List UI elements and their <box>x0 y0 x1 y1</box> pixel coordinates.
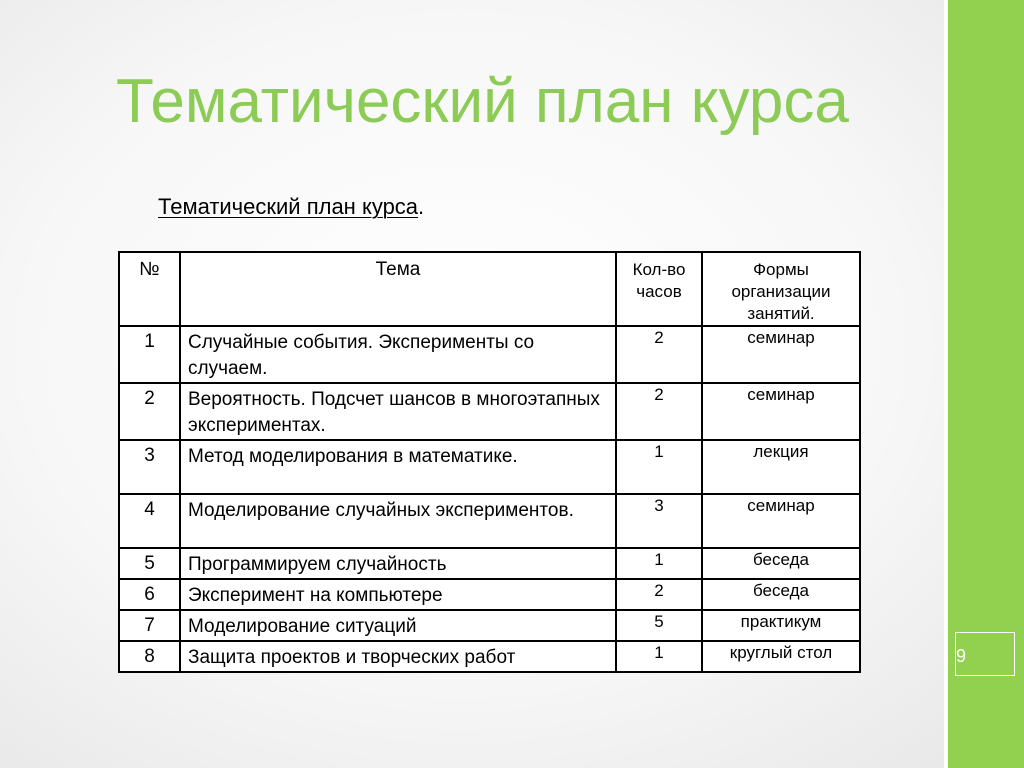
row-hours-cell <box>616 579 702 610</box>
row-number: 6 <box>144 584 155 605</box>
row-topic: Программируем случайность <box>188 554 447 575</box>
row-hours-cell <box>616 326 702 383</box>
table-row <box>119 326 860 383</box>
row-hours-cell <box>616 383 702 440</box>
row-hours: 2 <box>654 385 664 404</box>
row-form-cell <box>702 383 860 440</box>
row-number: 2 <box>144 388 155 409</box>
header-topic-text: Тема <box>375 259 421 280</box>
header-form-text: Формы организации занятий. <box>731 260 831 323</box>
table-row <box>119 494 860 548</box>
row-number-cell <box>119 326 180 383</box>
row-hours: 2 <box>654 581 664 600</box>
table-caption-text: Тематический план курса <box>158 194 419 219</box>
row-hours-cell <box>616 610 702 641</box>
row-number-cell <box>119 610 180 641</box>
row-form: круглый стол <box>729 643 833 662</box>
table-row <box>119 440 860 494</box>
header-number-text: № <box>139 259 160 280</box>
row-number: 3 <box>144 445 155 466</box>
row-number-cell <box>119 494 180 548</box>
row-form-cell <box>702 548 860 579</box>
row-topic-cell <box>180 579 616 610</box>
row-hours-cell <box>616 440 702 494</box>
row-form-cell <box>702 641 860 672</box>
row-topic: Защита проектов и творческих работ <box>188 647 516 668</box>
table-row <box>119 641 860 672</box>
header-hours <box>616 252 702 326</box>
row-form: беседа <box>753 581 809 600</box>
row-form-cell <box>702 326 860 383</box>
row-form: лекция <box>753 442 809 461</box>
row-hours-cell <box>616 548 702 579</box>
row-form-cell <box>702 494 860 548</box>
row-form-cell <box>702 610 860 641</box>
row-form-cell <box>702 579 860 610</box>
table-header-row <box>119 252 860 326</box>
row-topic: Эксперимент на компьютере <box>188 585 443 606</box>
row-number-cell <box>119 641 180 672</box>
row-topic-cell <box>180 610 616 641</box>
table-row <box>119 610 860 641</box>
header-topic <box>180 252 616 326</box>
row-hours: 1 <box>654 442 664 461</box>
row-form: семинар <box>747 496 815 515</box>
row-hours: 1 <box>654 643 664 662</box>
row-form: семинар <box>747 385 815 404</box>
row-topic-cell <box>180 383 616 440</box>
row-form: практикум <box>740 612 822 631</box>
row-number: 5 <box>144 553 155 574</box>
row-topic-cell <box>180 326 616 383</box>
header-form <box>702 252 860 326</box>
page-number: 9 <box>956 646 967 666</box>
row-hours: 2 <box>654 328 664 347</box>
row-form: беседа <box>753 550 809 569</box>
row-number-cell <box>119 440 180 494</box>
table-caption-period: . <box>418 194 425 219</box>
row-hours: 3 <box>654 496 664 515</box>
table-caption <box>158 194 424 220</box>
table-row <box>119 383 860 440</box>
row-topic-cell <box>180 440 616 494</box>
row-topic: Вероятность. Подсчет шансов в многоэтапных экспериментах. <box>188 389 600 436</box>
row-hours: 1 <box>654 550 664 569</box>
header-number <box>119 252 180 326</box>
row-topic: Случайные события. Эксперименты со случаем. <box>188 332 535 379</box>
table-row <box>119 548 860 579</box>
row-form: семинар <box>747 328 815 347</box>
row-topic: Моделирование случайных экспериментов. <box>188 500 574 521</box>
row-number-cell <box>119 548 180 579</box>
row-topic-cell <box>180 548 616 579</box>
row-topic: Моделирование ситуаций <box>188 616 417 637</box>
row-topic-cell <box>180 641 616 672</box>
row-number: 4 <box>144 499 155 520</box>
table-row <box>119 579 860 610</box>
row-number: 7 <box>144 615 155 636</box>
row-number-cell <box>119 579 180 610</box>
row-form-cell <box>702 440 860 494</box>
course-plan-table <box>118 251 861 673</box>
row-hours-cell <box>616 494 702 548</box>
row-topic: Метод моделирования в математике. <box>188 446 518 467</box>
row-number-cell <box>119 383 180 440</box>
row-hours-cell <box>616 641 702 672</box>
row-topic-cell <box>180 494 616 548</box>
row-hours: 5 <box>654 612 664 631</box>
row-number: 8 <box>144 646 155 667</box>
slide-title: Тематический план курса <box>116 67 849 136</box>
row-number: 1 <box>144 331 155 352</box>
header-hours-text: Кол-во часов <box>632 260 686 301</box>
